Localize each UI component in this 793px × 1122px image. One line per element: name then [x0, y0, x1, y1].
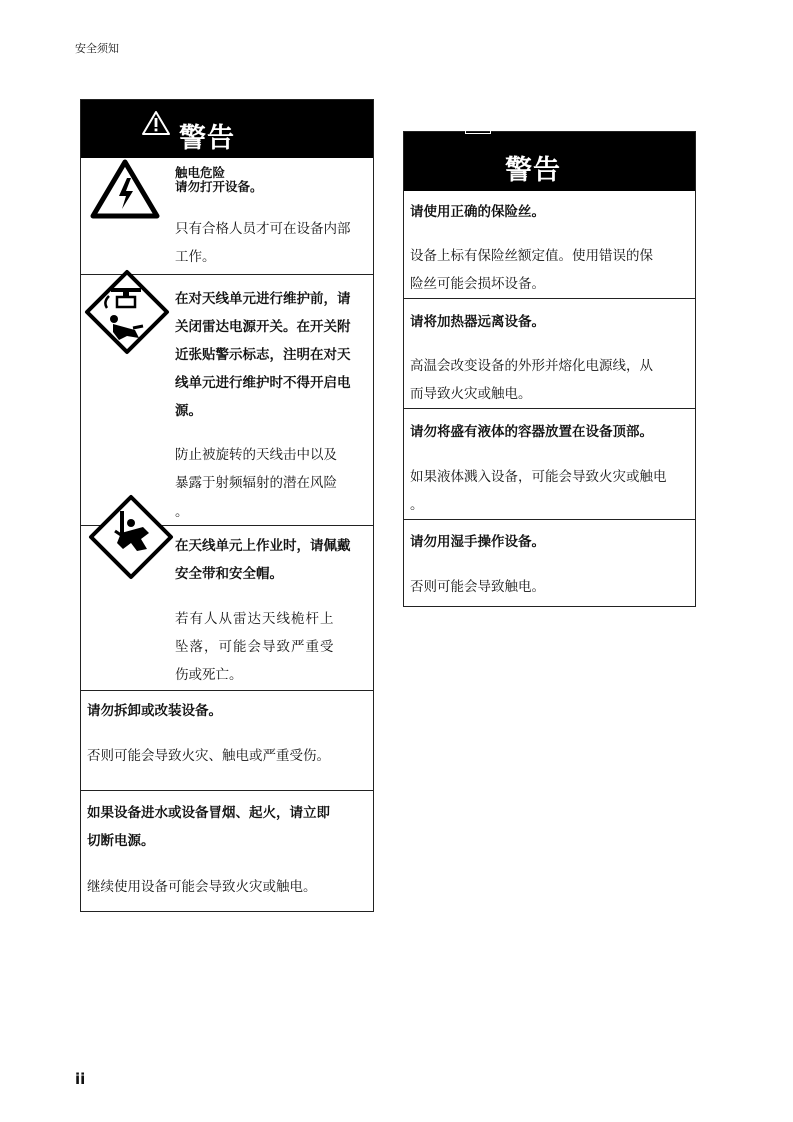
entry-title: 安全带和安全帽。	[175, 566, 283, 582]
divider	[404, 519, 695, 520]
entry-title: 请使用正确的保险丝。	[410, 204, 545, 220]
warning-banner	[81, 100, 373, 158]
page-number: ii	[75, 1070, 86, 1088]
entry-body: 否则可能会导致触电。	[410, 579, 545, 595]
entry-title: 请勿用湿手操作设备。	[410, 534, 545, 550]
entry-body: 工作。	[175, 249, 216, 265]
entry-body: 继续使用设备可能会导致火灾或触电。	[87, 879, 317, 895]
entry-body: 高温会改变设备的外形并熔化电源线，从	[410, 358, 653, 374]
entry-body: 。	[175, 504, 189, 520]
entry-title: 关闭雷达电源开关。在开关附	[175, 319, 351, 335]
right-warning-panel	[403, 131, 696, 607]
fall-hazard-icon	[87, 493, 175, 581]
rotating-antenna-hazard-icon	[83, 268, 171, 356]
entry-title: 切断电源。	[87, 833, 155, 849]
divider	[404, 408, 695, 409]
entry-title: 在对天线单元进行维护前，请	[175, 291, 351, 307]
entry-body: 而导致火灾或触电。	[410, 386, 532, 402]
entry-body: 设备上标有保险丝额定值。使用错误的保	[410, 248, 653, 264]
section-header: 安全须知	[75, 42, 119, 55]
entry-body: 伤或死亡。	[175, 667, 243, 683]
entry-body: 如果液体溅入设备，可能会导致火灾或触电	[410, 469, 667, 485]
entry-body: 否则可能会导致火灾、触电或严重受伤。	[87, 748, 330, 764]
entry-body: 。	[410, 497, 424, 513]
divider	[404, 298, 695, 299]
electric-shock-warning-icon	[89, 158, 161, 220]
entry-body: 若有人从雷达天线桅杆上	[175, 611, 335, 627]
entry-body: 只有合格人员才可在设备内部	[175, 221, 351, 237]
entry-title: 请勿拆卸或改装设备。	[87, 703, 222, 719]
entry-title: 线单元进行维护时不得开启电	[175, 375, 351, 391]
warning-triangle-icon	[141, 110, 171, 136]
entry-title: 触电危险	[175, 165, 226, 180]
left-warning-panel	[80, 99, 374, 912]
banner-notch	[465, 130, 491, 134]
entry-body: 坠落，可能会导致严重受	[175, 639, 335, 655]
banner-title: 警告	[505, 155, 561, 186]
divider	[81, 790, 373, 791]
entry-body: 险丝可能会损坏设备。	[410, 276, 545, 292]
entry-title: 如果设备进水或设备冒烟、起火，请立即	[87, 805, 330, 821]
entry-title: 请勿打开设备。	[175, 179, 263, 194]
entry-title: 在天线单元上作业时，请佩戴	[175, 538, 351, 554]
banner-title: 警告	[179, 123, 235, 154]
entry-title: 请勿将盛有液体的容器放置在设备顶部。	[410, 424, 653, 440]
entry-body: 暴露于射频辐射的潜在风险	[175, 475, 337, 491]
divider	[81, 690, 373, 691]
warning-banner	[404, 132, 695, 191]
entry-title: 请将加热器远离设备。	[410, 314, 545, 330]
entry-title: 源。	[175, 403, 202, 419]
entry-body: 防止被旋转的天线击中以及	[175, 447, 337, 463]
entry-title: 近张贴警示标志，注明在对天	[175, 347, 351, 363]
